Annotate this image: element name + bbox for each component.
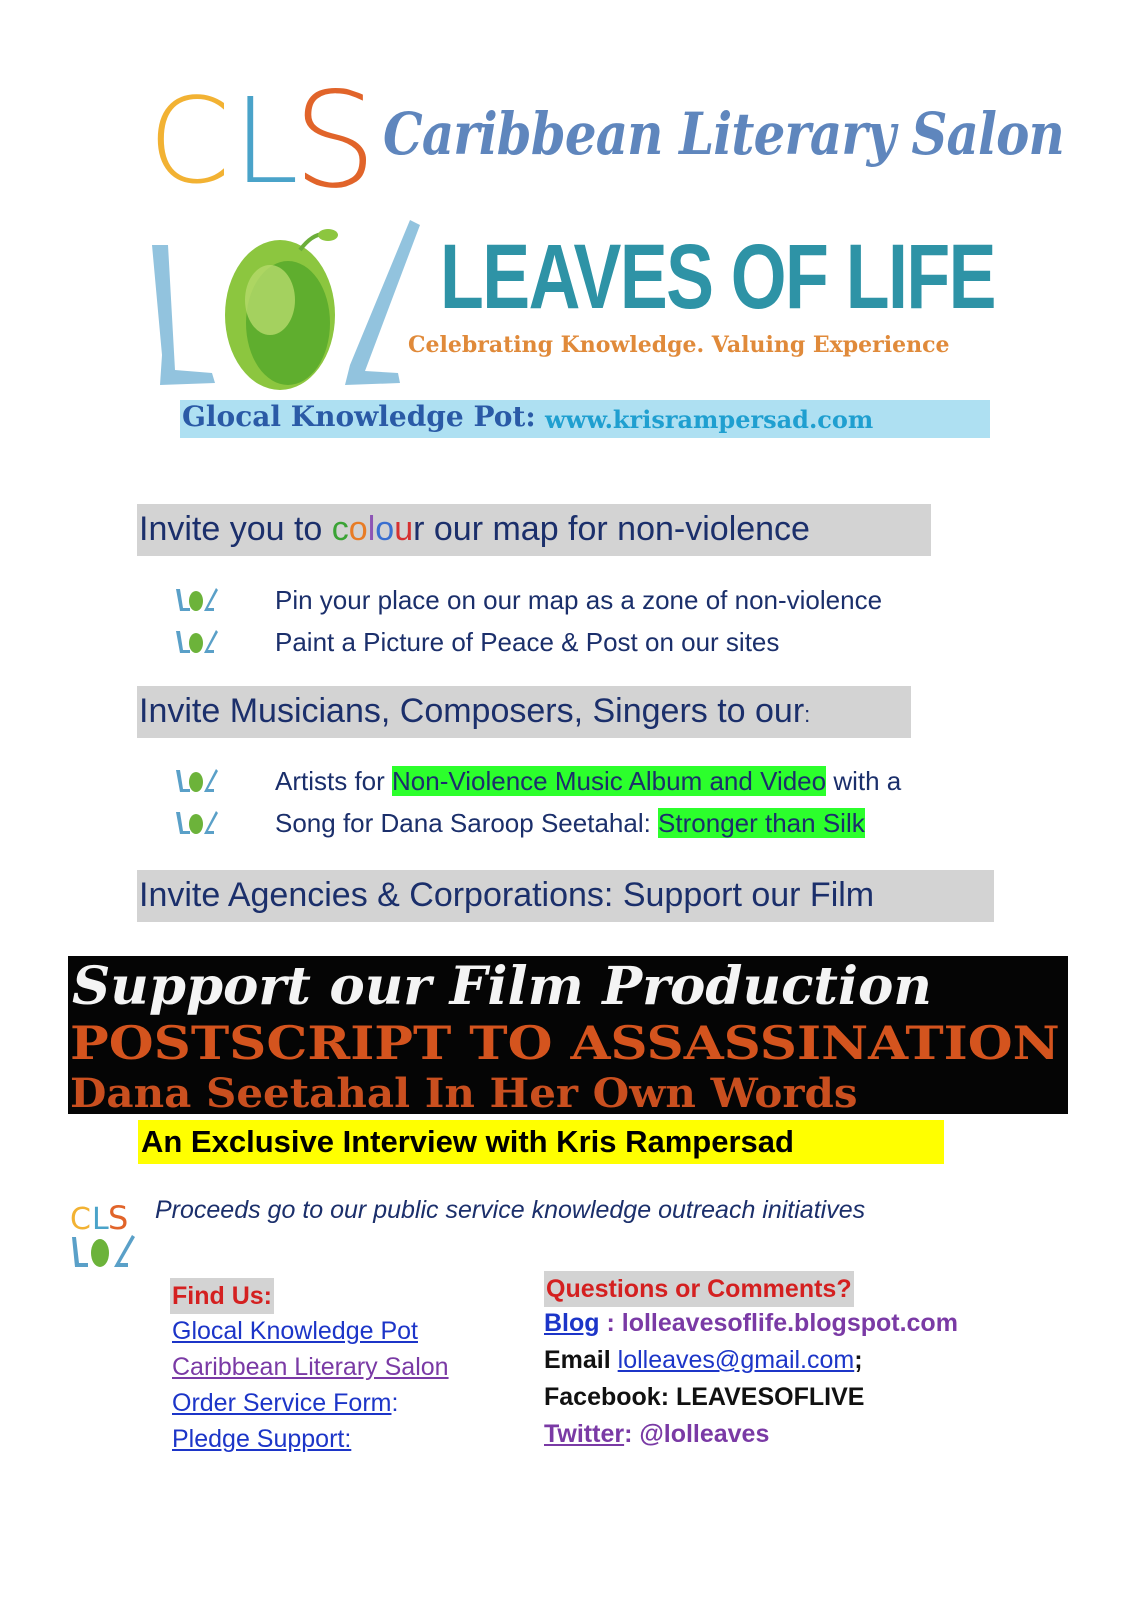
link-pledge-support[interactable]: Pledge Support: xyxy=(172,1425,352,1453)
blog-url: : lolleavesoflife.blogspot.com xyxy=(599,1309,958,1337)
bullet-pin-place xyxy=(174,580,883,620)
heading-agencies: Invite Agencies & Corporations: Support our Film xyxy=(137,870,994,922)
colour-letter-o2: o xyxy=(375,510,395,548)
bullet-artists xyxy=(174,761,902,801)
lol-leaf-logo xyxy=(140,205,425,395)
highlight-stronger-than-silk: Stronger than Silk xyxy=(658,807,865,838)
facebook-row: Facebook: LEAVESOFLIVE xyxy=(544,1383,865,1411)
email-semicolon: ; xyxy=(854,1346,863,1374)
logo-letter-s: S xyxy=(293,64,377,218)
proceeds-text: Proceeds go to our public service knowledge outreach initiatives xyxy=(155,1196,866,1224)
interview-banner: An Exclusive Interview with Kris Rampersad xyxy=(138,1120,944,1164)
logo-letter-c: C xyxy=(148,72,231,210)
bullet-text: Paint a Picture of Peace & Post on our sites xyxy=(275,626,780,657)
colour-letter-c: c xyxy=(331,510,349,548)
bullet-suffix: with a xyxy=(826,765,902,796)
heading-text: Invite Musicians, Composers, Singers to our xyxy=(139,692,805,730)
link-glocal-knowledge-pot[interactable]: Glocal Knowledge Pot xyxy=(172,1317,418,1345)
email-row xyxy=(544,1346,863,1375)
blog-row xyxy=(544,1309,958,1338)
salon-title: Caribbean Literary Salon xyxy=(383,100,1064,168)
link-order-service-form[interactable]: Order Service Form xyxy=(172,1389,392,1417)
bullet-prefix: Artists for xyxy=(275,765,393,796)
find-us-title: Find Us: xyxy=(170,1278,274,1314)
bullet-song xyxy=(174,803,865,843)
order-service-row xyxy=(172,1389,398,1418)
twitter-row xyxy=(544,1420,769,1449)
link-caribbean-literary-salon[interactable]: Caribbean Literary Salon xyxy=(172,1353,449,1381)
bullet-text xyxy=(275,808,865,839)
film-banner-line1: Support our Film Production xyxy=(72,956,932,1017)
lol-bullet-icon xyxy=(174,628,218,656)
bullet-text: Pin your place on our map as a zone of non-violence xyxy=(275,584,883,615)
heading-prefix: Invite you to xyxy=(139,510,332,548)
order-colon: : xyxy=(391,1389,399,1417)
heading-musicians xyxy=(137,686,911,738)
colour-letter-u: u xyxy=(394,510,414,548)
bullet-paint-picture xyxy=(174,622,780,662)
colour-letter-o: o xyxy=(348,510,368,548)
svg-text:C: C xyxy=(70,1202,91,1237)
colour-letter-l: l xyxy=(367,510,376,548)
film-banner-line2: POSTSCRIPT TO ASSASSINATION xyxy=(70,1016,1060,1070)
link-twitter[interactable]: Twitter xyxy=(544,1420,625,1448)
heading-colon: : xyxy=(804,702,811,727)
bullet-text xyxy=(275,766,901,797)
svg-text:L: L xyxy=(92,1202,109,1237)
twitter-handle: : @lolleaves xyxy=(624,1420,770,1448)
bullet-prefix: Song for Dana Saroop Seetahal: xyxy=(275,807,659,838)
link-blog[interactable]: Blog xyxy=(544,1309,600,1337)
leaves-of-life-title: LEAVES OF LIFE xyxy=(440,226,995,328)
heading-suffix: r our map for non-violence xyxy=(413,510,810,548)
tagline: Celebrating Knowledge. Valuing Experience xyxy=(408,332,950,358)
highlight-album: Non-Violence Music Album and Video xyxy=(392,765,827,796)
lol-bullet-icon xyxy=(174,809,218,837)
film-banner-line3: Dana Seetahal In Her Own Words xyxy=(70,1070,858,1117)
glocal-label: Glocal Knowledge Pot: xyxy=(182,400,536,433)
glocal-url[interactable]: www.krisrampersad.com xyxy=(545,405,874,434)
lol-bullet-icon xyxy=(174,767,218,795)
cls-lol-small-logo xyxy=(66,1195,136,1273)
email-label: Email xyxy=(544,1346,618,1374)
questions-title: Questions or Comments? xyxy=(544,1271,854,1307)
svg-text:S: S xyxy=(108,1199,129,1237)
lol-bullet-icon xyxy=(174,586,218,614)
logo-letter-l: L xyxy=(233,72,299,210)
heading-colour-map xyxy=(137,504,931,556)
link-email[interactable]: lolleaves@gmail.com xyxy=(617,1346,855,1374)
